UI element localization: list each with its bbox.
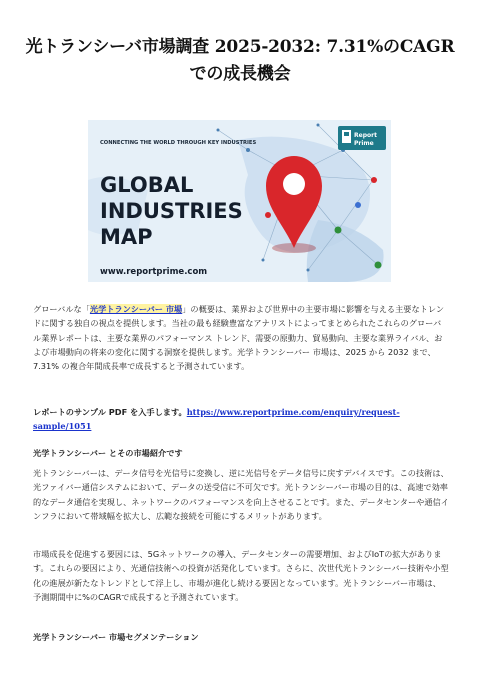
hero-heading-2: INDUSTRIES [100,199,243,223]
growth-paragraph: 市場成長を促進する要因には、5Gネットワークの導入、データセンターの需要増加、およびIoTの拡大があります。これらの要因により、光通信技術への投資が活発化しています。さらに、次世代光トランシーバー技術や小型化の進展が新たなトレンドとして浮上し、市場が進化し続ける要因となっています。光トランシーバー市場は、予測期間中に%のCAGRで成長すると予測されています。 [33,549,449,602]
hero-heading-3: MAP [100,225,153,249]
hero-image [88,120,391,282]
intro-paragraph [33,302,449,373]
intro-prefix: グローバルな「 [33,304,90,314]
logo-word-2: Prime [354,140,374,147]
hero-tagline: CONNECTING THE WORLD THROUGH KEY INDUSTRIES [100,140,257,146]
sample-label: レポートのサンプル PDF を入手します。 [33,407,187,417]
reportprime-logo [338,126,386,150]
description-paragraph: 光トランシーバーは、データ信号を光信号に変換し、逆に光信号をデータ信号に戻すデバイスです。この技術は、光ファイバー通信システムにおいて、データの送受信に不可欠です。光トランシーバー市場の目的は、高速で効率的なデータ通信を実現し、ネットワークのパフォーマンスを向上させることです。また、データセンターや通信インフラにおいて帯域幅を拡大し、広範な接続を可能にするメリットがあります。 [33,468,449,521]
page-title: 光トランシーバ市場調査 2025-2032: 7.31%のCAGRでの成長機会 [25,37,455,84]
section-heading-segmentation: 光学トランシーバー 市場セグメンテーション [33,632,199,642]
section-heading-intro: 光学トランシーバー とその市場紹介です [33,448,183,458]
hero-url: www.reportprime.com [100,267,208,277]
sample-link[interactable]: https://www.reportprime.com/enquiry/request-sample/1051 [33,407,400,432]
sample-request [33,405,449,434]
intro-suffix: 」の概要は、業界および世界中の主要市場に影響を与える主要なトレンドに関する独自の視点を提供します。当社の最も経験豊富なアナリストによってまとめられたこれらのグローバル業界レポートは、主要な業界のパフォーマンス トレンド、需要の原動力、貿易動向、主要な業界ライバル、および市場動向の将来の変化に関する洞察を提供します。光学トランシーバー 市場は、2025 から 2032 まで、7.31% の複合年間成長率で成長すると予測されています。 [33,304,445,372]
logo-word-1: Report [354,132,377,139]
market-link[interactable]: 光学トランシーバー 市場 [89,304,183,314]
hero-heading-1: GLOBAL [100,173,194,197]
